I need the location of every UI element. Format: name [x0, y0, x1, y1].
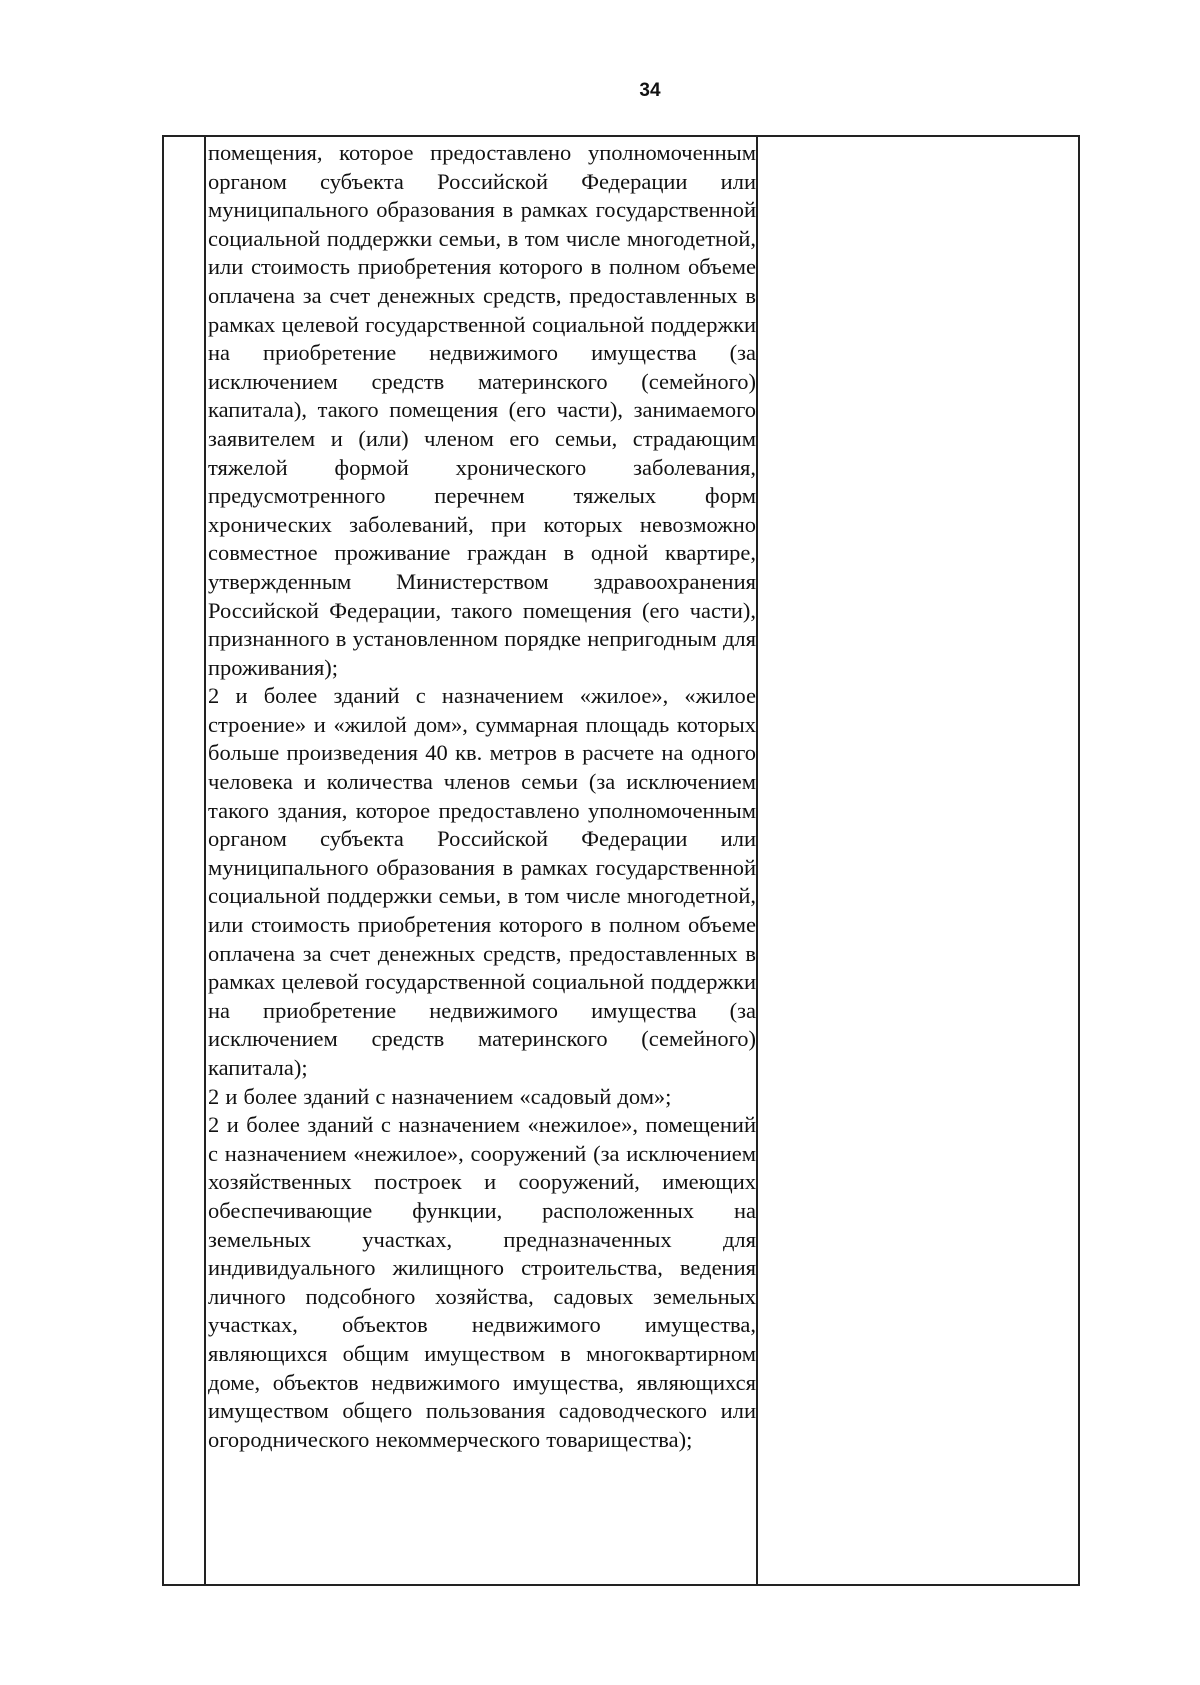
document-table — [162, 135, 1080, 1586]
page-number: 34 — [639, 80, 661, 101]
table-cell-text — [206, 137, 756, 1454]
paragraph-2: 2 и более зданий с назначением «жилое», «жилое строение» и «жилой дом», суммарная площадь которых больше произведения 40 кв. метров в расчете на одного человека и количества членов семьи (за исключением такого здания, которое предоставлено уполномоченным органом субъекта Российской Федерации или муниципального образования в рамках государственной социальной поддержки семьи, в том числе многодетной, или стоимость приобретения которого в полном объеме оплачена за счет денежных средств, предоставленных в рамках целевой государственной социальной поддержки на приобретение недвижимого имущества (за исключением средств материнского (семейного) капитала); — [208, 683, 756, 1080]
paragraph-1: помещения, которое предоставлено уполномоченным органом субъекта Российской Федерации или муниципального образования в рамках государственной социальной поддержки семьи, в том числе многодетной, или стоимость приобретения которого в полном объеме оплачена за счет денежных средств, предоставленных в рамках целевой государственной социальной поддержки на приобретение недвижимого имущества (за исключением средств материнского (семейного) капитала), такого помещения (его части), занимаемого заявителем и (или) членом его семьи, страдающим тяжелой формой хронического заболевания, предусмотренного перечнем тяжелых форм хронических заболеваний, при которых невозможно совместное проживание граждан в одной квартире, утвержденным Министерством здравоохранения Российской Федерации, такого помещения (его части), признанного в установленном порядке непригодным для проживания); — [208, 140, 756, 680]
table-column-right — [756, 137, 1078, 1584]
paragraph-3: 2 и более зданий с назначением «садовый дом»; — [208, 1083, 672, 1109]
table-column-left — [164, 137, 206, 1584]
paragraph-4: 2 и более зданий с назначением «нежилое», помещений с назначением «нежилое», сооружений (за исключением хозяйственных построек и сооружений, имеющих обеспечивающие функции, расположенных на земельных участках, предназначенных для индивидуального жилищного строительства, ведения личного подсобного хозяйства, садовых земельных участках, объектов недвижимого имущества, являющихся общим имуществом в многоквартирном доме, объектов недвижимого имущества, являющихся имуществом общего пользования садоводческого или огороднического некоммерческого товарищества); — [208, 1112, 756, 1452]
table-column-middle — [206, 137, 756, 1584]
